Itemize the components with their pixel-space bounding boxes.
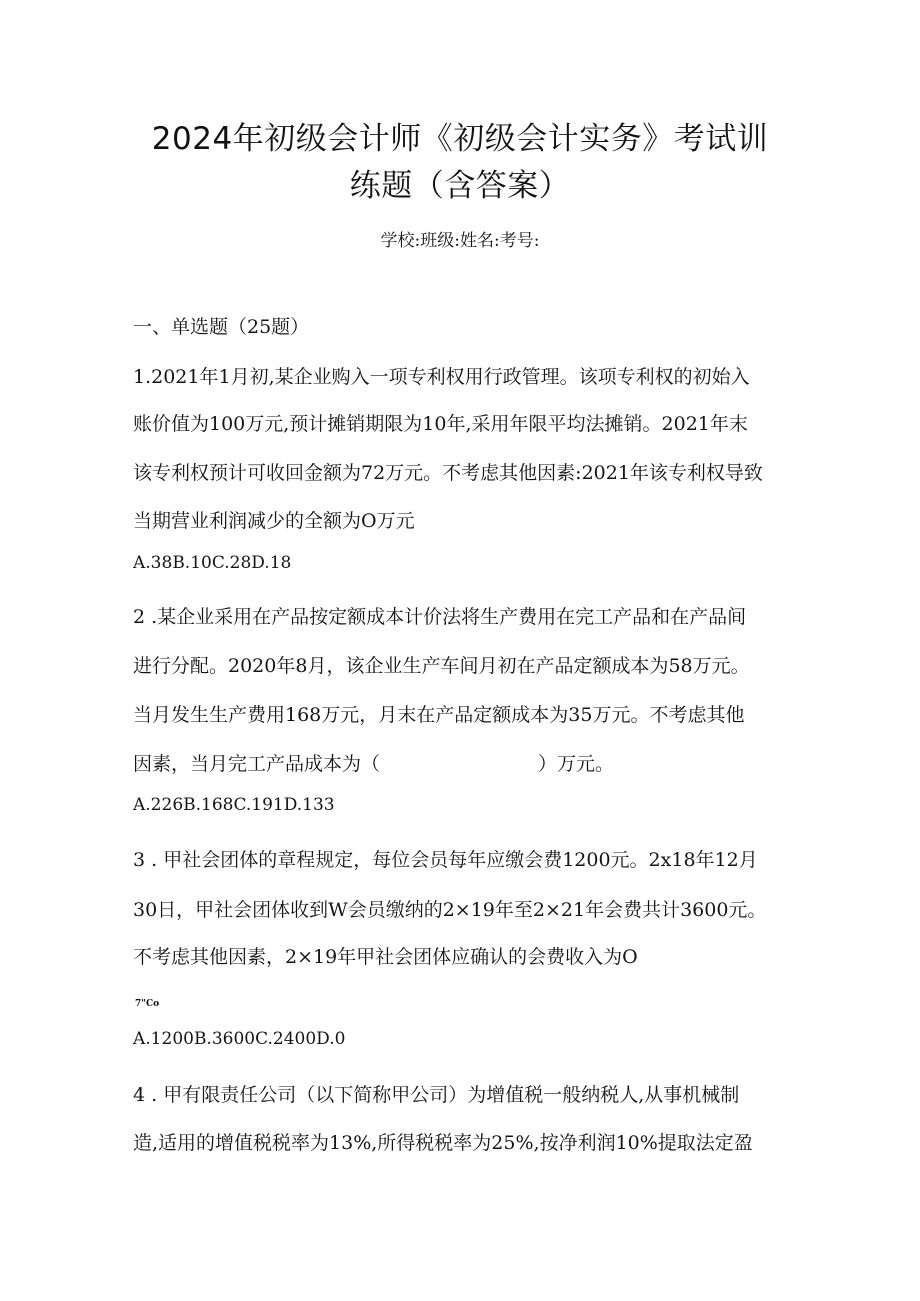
- section-heading: 一、单选题（25题）: [133, 316, 310, 338]
- document-title-line-1: 2024年初级会计师《初级会计实务》考试训: [151, 121, 769, 157]
- question-3-artifact: 7"Co: [135, 999, 160, 1009]
- question-3-line-2: 30日，甲社会团体收到W会员缴纳的2×19年至2×21年会费共计3600元。: [133, 899, 767, 921]
- question-2-stem-after-blank: ）万元。: [538, 753, 615, 775]
- question-2-line-2: 进行分配。2020年8月，该企业生产车间月初在产品定额成本为58万元。: [133, 655, 750, 677]
- question-4-line-1: 4 . 甲有限责任公司（以下简称甲公司）为增值税一般纳税人,从事机械制: [133, 1084, 740, 1106]
- question-1-line-3: 该专利权预计可收回金额为72万元。不考虑其他因素:2021年该专利权导致: [133, 462, 763, 484]
- student-info-line: 学校:班级:姓名:考号:: [380, 231, 540, 251]
- question-3-line-3: 不考虑其他因素，2×19年甲社会团体应确认的会费收入为O: [133, 946, 638, 968]
- question-4-line-2: 造,适用的增值税税率为13%,所得税税率为25%,按净利润10%提取法定盈: [133, 1132, 753, 1154]
- question-1-options: A.38B.10C.28D.18: [133, 553, 292, 573]
- question-3-line-1: 3 . 甲社会团体的章程规定，每位会员每年应缴会费1200元。2x18年12月: [133, 849, 758, 871]
- question-3-options: A.1200B.3600C.2400D.0: [133, 1029, 346, 1049]
- question-2-line-1: 2 .某企业采用在产品按定额成本计价法将生产费用在完工产品和在产品间: [133, 606, 747, 628]
- question-2-stem-before-blank: 因素，当月完工产品成本为（: [133, 753, 381, 775]
- question-1-line-4: 当期营业利润减少的全额为O万元: [133, 510, 415, 532]
- question-2-line-3: 当月发生生产费用168万元，月末在产品定额成本为35万元。不考虑其他: [133, 704, 745, 726]
- question-2-options: A.226B.168C.191D.133: [133, 795, 335, 815]
- question-1-line-1: 1.2021年1月初,某企业购入一项专利权用行政管理。该项专利权的初始入: [133, 366, 750, 388]
- document-title-line-2: 练题（含答案）: [349, 168, 571, 204]
- question-2-line-4: [133, 755, 614, 774]
- question-1-line-2: 账价值为100万元,预计摊销期限为10年,采用年限平均法摊销。2021年末: [133, 413, 748, 435]
